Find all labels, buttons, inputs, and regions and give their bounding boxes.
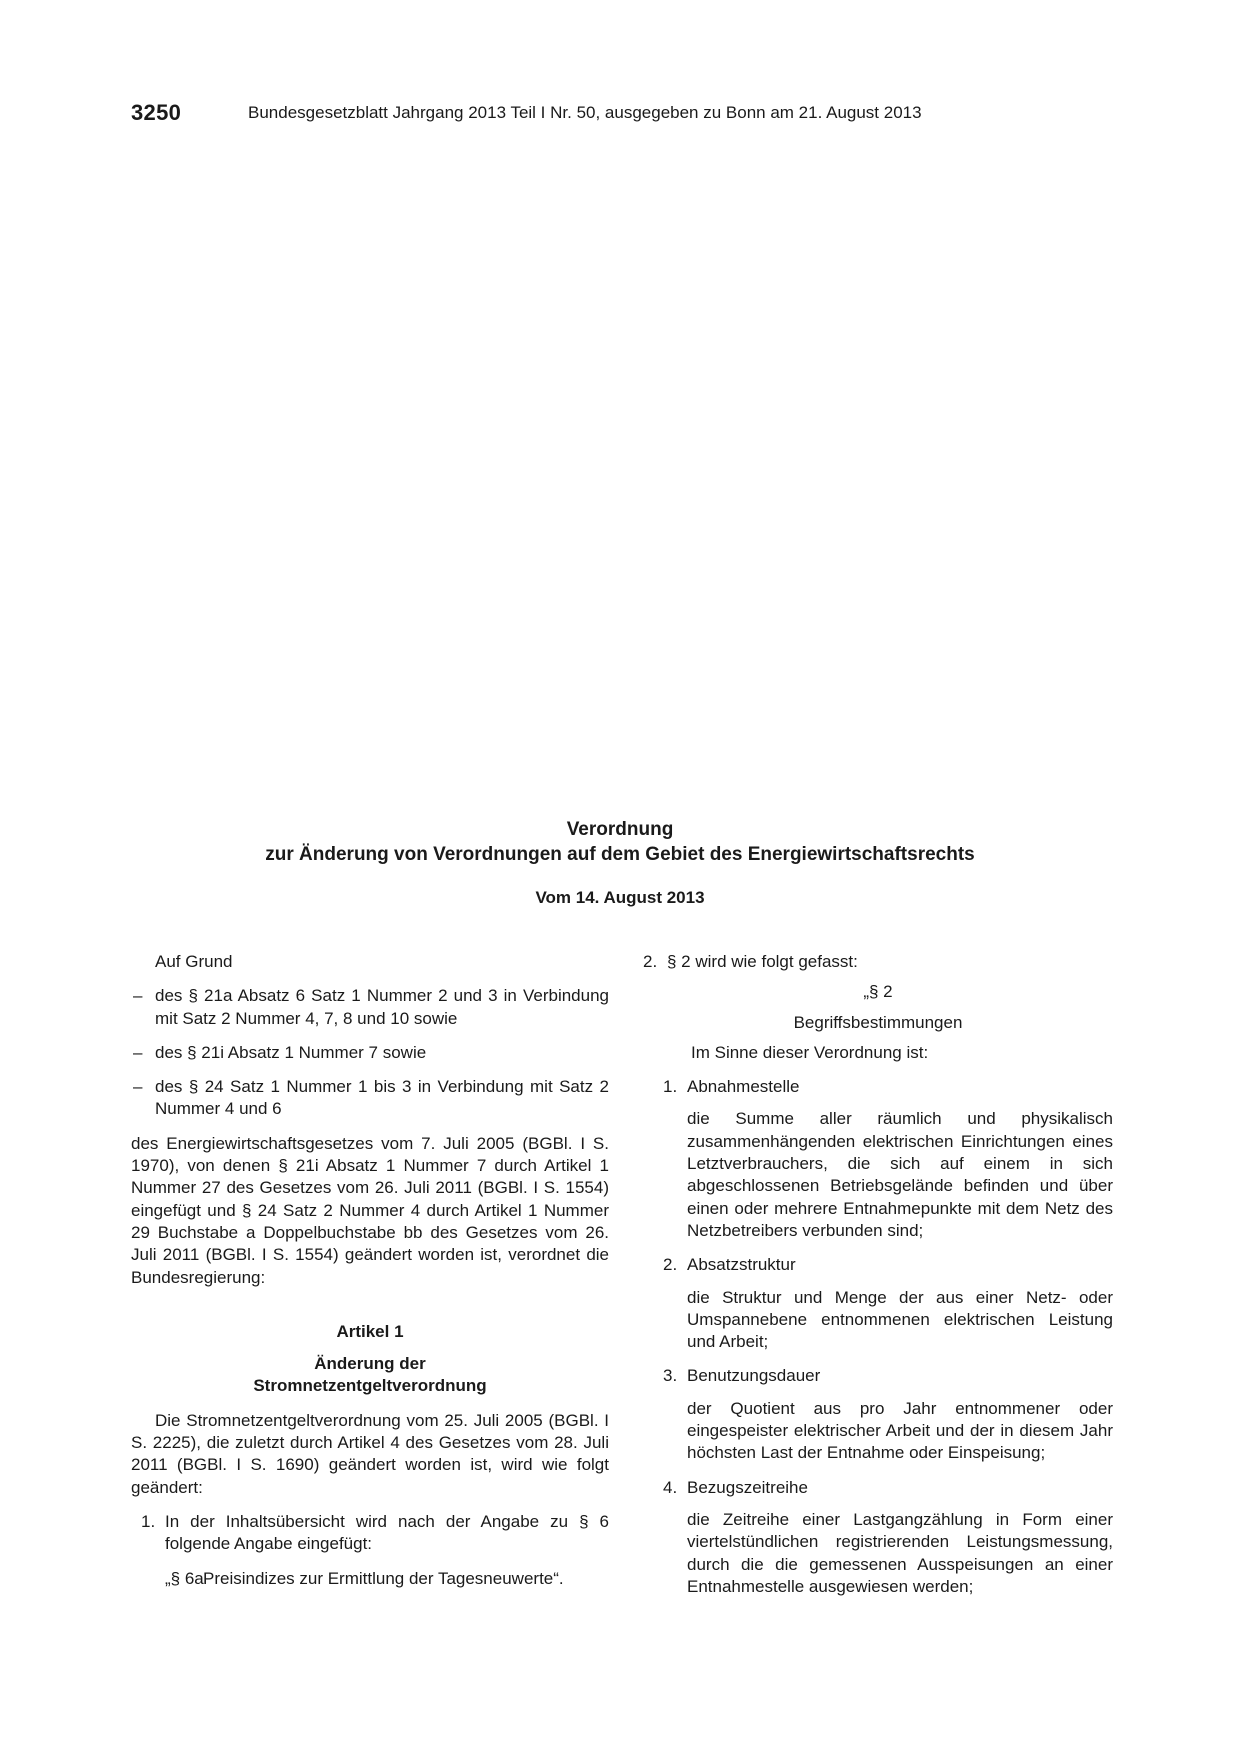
left-column (131, 951, 609, 1590)
document-title: Verordnung (566, 819, 674, 840)
list-item (131, 1076, 609, 1121)
item-number: 3. (663, 1366, 678, 1386)
definition-text: die Struktur und Menge der aus einer Netz- oder Umspannebene entnommenen elektrischen Leistung und Arbeit; (687, 1287, 1113, 1352)
term-text: Benutzungsdauer (687, 1366, 821, 1386)
list-item (131, 1042, 609, 1064)
section-title: Begriffsbestimmungen (793, 1012, 963, 1032)
definition-term (643, 1365, 1113, 1387)
running-header: Bundesgesetzblatt Jahrgang 2013 Teil I Nr. 50, ausgegeben zu Bonn am 21. August 2013 (248, 103, 922, 122)
intro-text: Auf Grund (155, 952, 233, 971)
item-number: 2. (663, 1255, 678, 1275)
item-number: 4. (663, 1477, 678, 1497)
document-subtitle: zur Änderung von Verordnungen auf dem Gebiet des Energiewirtschaftsrechts (265, 844, 975, 865)
item-number: 2. (643, 952, 658, 971)
definition-term (643, 1477, 1113, 1499)
list-item (643, 951, 1113, 973)
article-subheading: Stromnetzentgeltverordnung (253, 1376, 487, 1396)
preamble-text: des Energiewirtschaftsgesetzes vom 7. Juli 2005 (BGBl. I S. 1970), von denen § 21i Absatz 1 Nummer 7 durch Artikel 1 Nummer 27 des Gesetzes vom 26. Juli 2011 (BGBl. I S. 1554) eingefügt und § 24 Satz 2 Nummer 4 durch Artikel 1 Nummer 29 Buchstabe a Doppelbuchstabe bb des Gesetzes vom 26. Juli 2011 (BGBl. I S. 1554) geändert worden ist, verordnet die Bundesregierung: (131, 1133, 609, 1287)
dash-bullet: – (133, 1077, 143, 1097)
list-item (131, 985, 609, 1030)
definition-text: die Zeitreihe einer Lastgangzählung in Form einer viertelstündlichen registrierenden Leistungsmessung, durch die die gemessenen Ausspeisungen an einer Entnahmestelle ausgewiesen werden; (687, 1509, 1113, 1596)
item-number: 1. (141, 1511, 156, 1531)
definition-text: der Quotient aus pro Jahr entnommener oder eingespeister elektrischer Arbeit und der in diesem Jahr höchsten Last der Entnahme oder Einspeisung; (687, 1398, 1113, 1463)
definition-text: die Summe aller räumlich und physikalisch zusammenhängenden elektrischen Einrichtungen eines Letztverbrauchers, die sich auf einem in sich abgeschlossenen Betriebsgelände befinden und über einen oder mehrere Entnahmepunkte mit dem Netz des Netzbetreibers verbunden sind; (687, 1109, 1113, 1240)
term-text: Absatzstruktur (687, 1255, 796, 1275)
quoted-amendment (131, 1568, 609, 1590)
definition-term (643, 1076, 1113, 1098)
item-number: 1. (663, 1077, 678, 1097)
title-block (131, 817, 1109, 908)
dash-bullet: – (133, 1042, 143, 1062)
list-item-text: des § 21i Absatz 1 Nummer 7 sowie (155, 1042, 427, 1062)
list-item-text: In der Inhaltsübersicht wird nach der Angabe zu § 6 folgende Angabe eingefügt: (165, 1511, 609, 1554)
article-body: Die Stromnetzentgeltverordnung vom 25. Juli 2005 (BGBl. I S. 2225), die zuletzt durch Artikel 4 des Gesetzes vom 28. Juli 2011 (BGBl. I S. 1690) geändert worden ist, wird wie folgt geändert: (131, 1410, 609, 1497)
term-text: Abnahmestelle (687, 1077, 800, 1097)
list-item-text: des § 21a Absatz 6 Satz 1 Nummer 2 und 3 in Verbindung mit Satz 2 Nummer 4, 7, 8 und 10 sowie (155, 986, 609, 1028)
term-text: Bezugszeitreihe (687, 1477, 808, 1497)
quote-text: Preisindizes zur Ermittlung der Tagesneuwerte“. (203, 1568, 564, 1588)
article-heading: Artikel 1 (336, 1321, 404, 1341)
right-column (643, 951, 1113, 1598)
list-item-text: § 2 wird wie folgt gefasst: (667, 952, 858, 971)
list-item (131, 1511, 609, 1556)
article-subheading: Änderung der (314, 1354, 426, 1374)
definitions-intro: Im Sinne dieser Verordnung ist: (691, 1042, 929, 1062)
section-label: „§ 2 (863, 982, 893, 1002)
quote-section-mark: „§ 6a (165, 1568, 204, 1588)
document-date: Vom 14. August 2013 (535, 888, 705, 907)
dash-bullet: – (133, 986, 143, 1006)
definition-term (643, 1254, 1113, 1276)
list-item-text: des § 24 Satz 1 Nummer 1 bis 3 in Verbindung mit Satz 2 Nummer 4 und 6 (155, 1077, 609, 1119)
page-number: 3250 (131, 100, 182, 125)
